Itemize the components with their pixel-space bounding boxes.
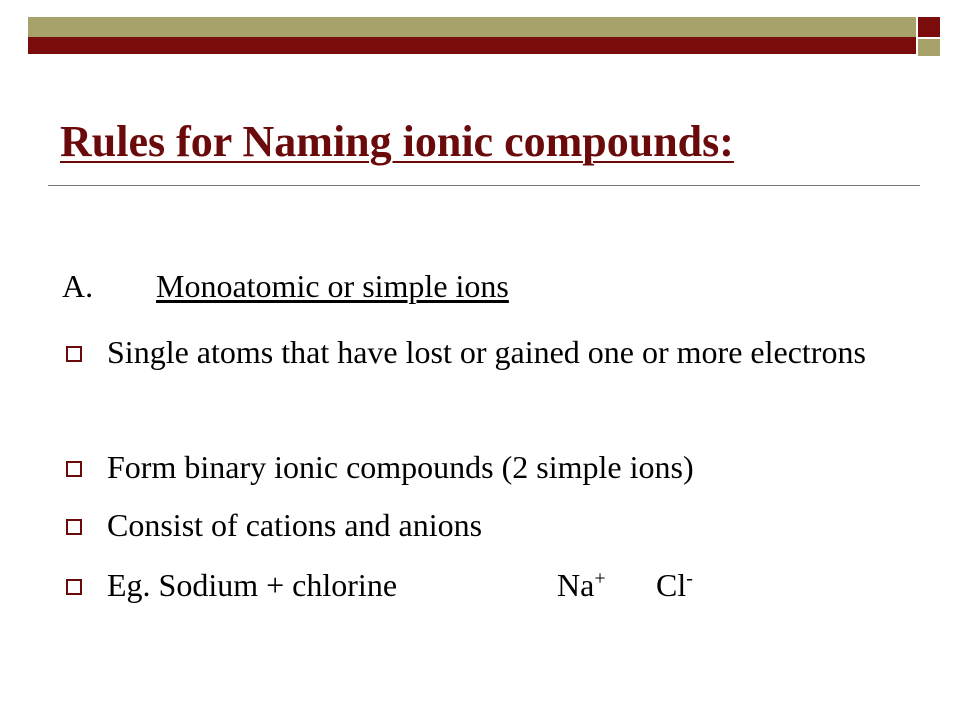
- example-text: Eg. Sodium + chlorine: [107, 567, 398, 603]
- slide-title: Rules for Naming ionic compounds:: [60, 117, 734, 166]
- bullet-text: Single atoms that have lost or gained one or more electrons: [107, 334, 866, 370]
- title-divider: [48, 185, 920, 186]
- ion-symbol: Cl: [656, 567, 687, 603]
- bullet-text: Form binary ionic compounds (2 simple ions): [107, 449, 694, 485]
- ion-symbol: Na: [557, 567, 595, 603]
- header-band-maroon: [28, 37, 916, 54]
- chloride-ion: [656, 565, 693, 606]
- square-bullet-icon: [66, 461, 82, 477]
- section-heading: [62, 268, 509, 305]
- bullet-text: Consist of cations and anions: [107, 507, 483, 543]
- corner-square-olive: [918, 39, 940, 56]
- ion-charge: -: [686, 567, 693, 590]
- section-title: Monoatomic or simple ions: [156, 268, 509, 304]
- square-bullet-icon: [66, 519, 82, 535]
- header-band-olive: [28, 17, 916, 37]
- corner-square-maroon: [918, 17, 940, 37]
- square-bullet-icon: [66, 579, 82, 595]
- ion-charge: +: [594, 567, 606, 590]
- sodium-ion: [557, 565, 606, 606]
- square-bullet-icon: [66, 346, 82, 362]
- section-letter: A.: [62, 268, 94, 304]
